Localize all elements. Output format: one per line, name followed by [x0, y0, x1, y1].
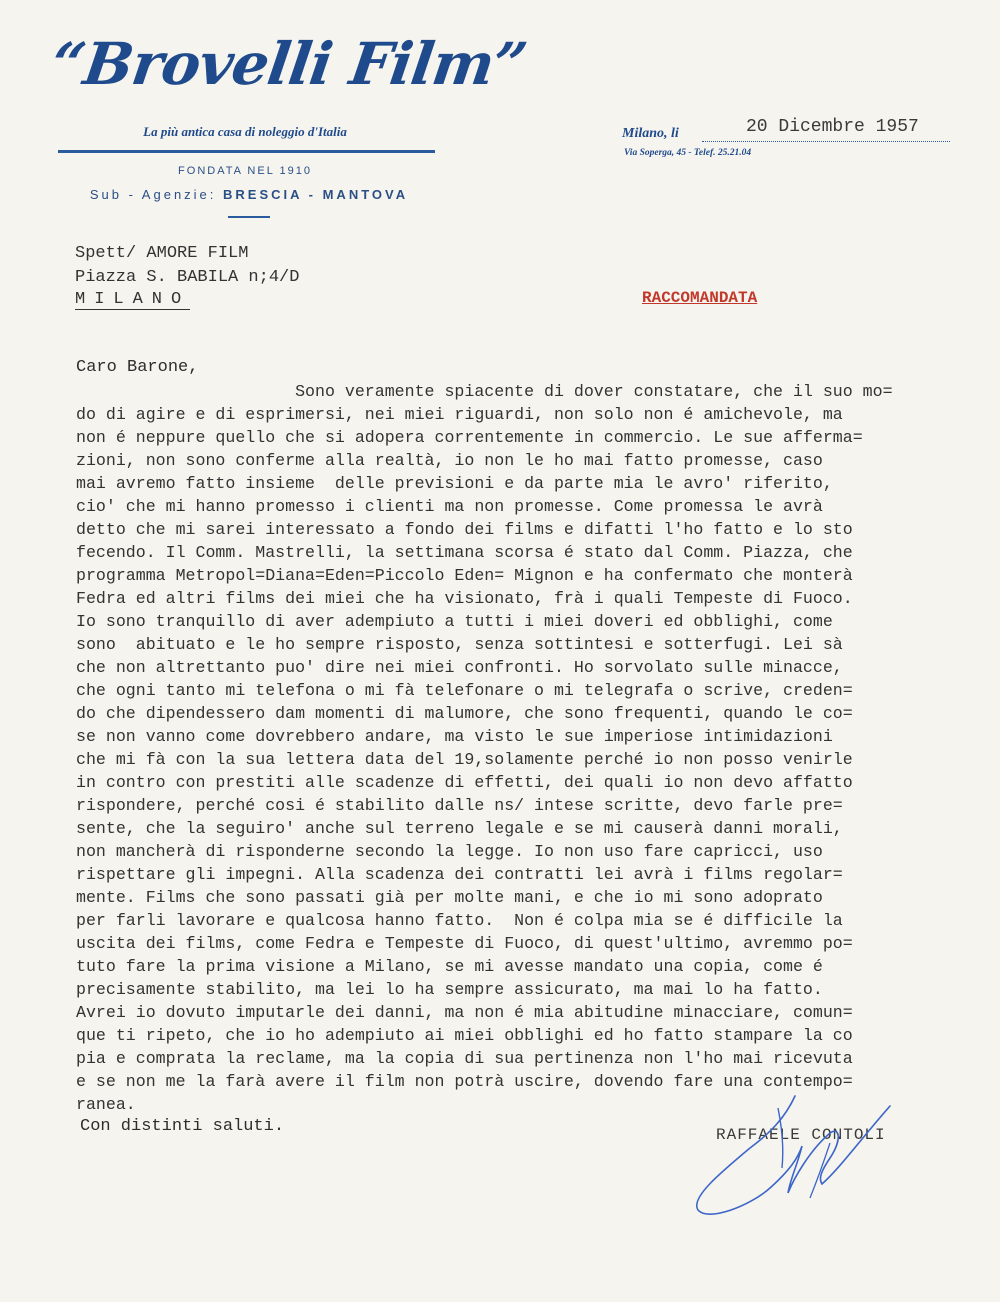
letter-body: Sono veramente spiacente di dover constatare, che il suo mo= do di agire e di esprimersi, nei miei riguardi, non solo non é amichevole, ma non é neppure quello che si adopera correntemente in commercio. Le sue afferma= zioni, non sono conferme alla realtà, io non le ho mai fatto promesse, caso mai avremo fatto insieme delle previsioni e da parte mia le avro' riferito, cio' che mi hanno promesso i clienti ma non promesse. Come promessa le avrà detto che mi sarei interessato a fondo dei films e difatti l'ho fatto e lo sto fecendo. Il Comm. Mastrelli, la settimana scorsa é stato dal Comm. Piazza, che programma Metropol=Diana=Eden=Piccolo Eden= Mignon e ha confermato che monterà Fedra ed altri films dei miei che ha visionato, frà i quali Tempeste di Fuoco. Io sono tranquillo di aver adempiuto a tutti i miei doveri ed obblighi, come sono abituato e le ho sempre risposto, senza sottintesi e sotterfugi. Lei sà che non altrettanto puo' dire nei miei confronti. Ho sorvolato sulle minacce, che ogni tanto mi telefona o mi fà telefonare o mi telegrafa o scrive, creden= do che dipendessero dam momenti di malumore, che sono frequenti, quando le co= se non vanno come dovrebbero andare, ma visto le sue imperiose intimidazioni che mi fà con la sua lettera data del 19,solamente perché io non posso venirle in contro con prestiti alle scadenze di effetti, dei quali io non devo affatto rispondere, perché cosi é stabilito dalle ns/ intese scritte, devo farle pre= sente, che la seguiro' anche sul terreno legale e se mi causerà danni morali, non mancherà di risponderne secondo la legge. Io non uso fare capricci, uso rispettare gli impegni. Alla scadenza dei contratti lei avrà i films regolar= mente. Films che sono passati già per molte mani, e che io mi sono adoprato per farli lavorare e qualcosa hanno fatto. Non é colpa mia se é difficile la uscita dei films, come Fedra e Tempeste di Fuoco, di quest'ultimo, avremmo po= tuto fare la prima visione a Milano, se mi avesse mandato una copia, come é precisamente stabilito, ma lei lo ha sempre assicurato, ma mai lo ha fatto. Avrei io dovuto imputarle dei danni, ma non é mia abitudine minacciare, comun= que ti ripeto, che io ho adempiuto ai miei obblighi ed ho fatto stampare la co pia e comprata la reclame, ma la copia di sua pertinenza non l'ho mai ricevuta e se non me la farà avere il film non potrà uscire, dovendo fare una contempo= ranea. [76, 382, 893, 1114]
company-tagline: La più antica casa di noleggio d'Italia [143, 124, 347, 139]
date-dotted-line [702, 141, 950, 142]
short-divider [228, 216, 270, 218]
sub-agencies [58, 187, 440, 202]
letter-date: 20 Dicembre 1957 [746, 117, 919, 137]
sub-agencies-cities: BRESCIA - MANTOVA [223, 187, 409, 202]
signer-name: RAFFAELE CONTOLI [716, 1126, 886, 1144]
registered-mail-mark: RACCOMANDATA [642, 289, 758, 307]
company-address: Via Soperga, 45 - Telef. 25.21.04 [624, 148, 752, 158]
letterhead-divider [58, 150, 435, 153]
sub-agencies-label: Sub - Agenzie: [89, 187, 217, 202]
recipient-name: Spett/ AMORE FILM [75, 244, 249, 263]
handwritten-signature [690, 1088, 910, 1223]
place-label: Milano, li [622, 126, 679, 141]
closing: Con distinti saluti. [80, 1117, 285, 1136]
founded-year: FONDATA NEL 1910 [178, 165, 312, 177]
recipient-street: Piazza S. BABILA n;4/D [75, 268, 300, 287]
salutation: Caro Barone, [76, 358, 199, 377]
company-logo: “Brovelli Film” [47, 30, 531, 98]
recipient-city: MILANO [75, 290, 191, 309]
